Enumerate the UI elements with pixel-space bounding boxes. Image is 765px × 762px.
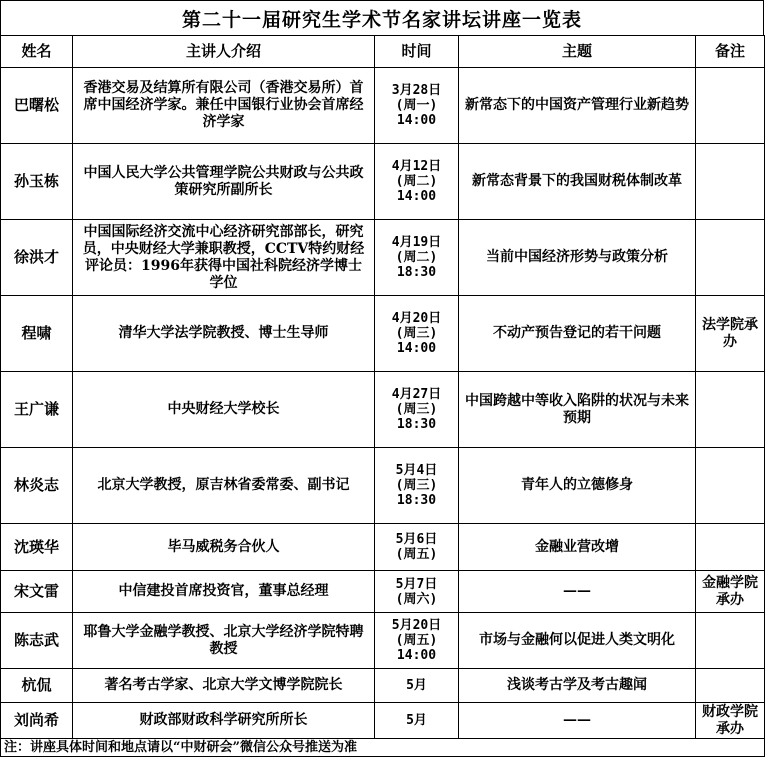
lecture-note: 金融学院承办 [696,571,765,613]
speaker-name: 程啸 [1,296,73,372]
lecture-time: 5月 [375,703,459,739]
speaker-intro: 清华大学法学院教授、博士生导师 [73,296,375,372]
lecture-topic: —— [459,703,696,739]
page-title: 第二十一届研究生学术节名家讲坛讲座一览表 [0,0,764,36]
speaker-name: 孙玉栋 [1,144,73,220]
lecture-table [0,35,765,757]
lecture-topic: 新常态背景下的我国财税体制改革 [459,144,696,220]
table-row [1,68,765,144]
speaker-name: 宋文雷 [1,571,73,613]
lecture-time: 4月20日 (周三) 14:00 [375,296,459,372]
header-name: 姓名 [1,36,73,68]
speaker-name: 刘尚希 [1,703,73,739]
lecture-note [696,669,765,703]
lecture-note [696,448,765,524]
header-row [1,36,765,68]
speaker-intro: 中央财经大学校长 [73,372,375,448]
speaker-intro: 著名考古学家、北京大学文博学院院长 [73,669,375,703]
lecture-note: 法学院承办 [696,296,765,372]
table-row [1,613,765,669]
lecture-note [696,220,765,296]
lecture-note [696,372,765,448]
table-row [1,144,765,220]
speaker-name: 沈瑛华 [1,524,73,571]
table-row [1,703,765,739]
lecture-time: 5月 [375,669,459,703]
lecture-note: 财政学院承办 [696,703,765,739]
speaker-name: 王广谦 [1,372,73,448]
speaker-intro: 中信建投首席投资官，董事总经理 [73,571,375,613]
lecture-time: 5月20日 (周五) 14:00 [375,613,459,669]
table-row [1,448,765,524]
table-row [1,296,765,372]
table-row [1,372,765,448]
header-topic: 主题 [459,36,696,68]
lecture-topic: 市场与金融何以促进人类文明化 [459,613,696,669]
speaker-name: 巴曙松 [1,68,73,144]
lecture-note [696,68,765,144]
table-row [1,524,765,571]
lecture-topic: —— [459,571,696,613]
lecture-topic: 中国跨越中等收入陷阱的状况与未来预期 [459,372,696,448]
lecture-time: 5月4日 (周三) 18:30 [375,448,459,524]
header-note: 备注 [696,36,765,68]
speaker-name: 陈志武 [1,613,73,669]
speaker-intro: 北京大学教授，原吉林省委常委、副书记 [73,448,375,524]
lecture-topic: 新常态下的中国资产管理行业新趋势 [459,68,696,144]
lecture-time: 4月27日 (周三) 18:30 [375,372,459,448]
table-row [1,669,765,703]
lecture-time: 5月6日 (周五) [375,524,459,571]
lecture-time: 3月28日 (周一) 14:00 [375,68,459,144]
footnote-row [1,739,765,757]
table-row [1,220,765,296]
speaker-intro: 毕马威税务合伙人 [73,524,375,571]
lecture-time: 4月12日 (周二) 14:00 [375,144,459,220]
speaker-intro: 财政部财政科学研究所所长 [73,703,375,739]
header-intro: 主讲人介绍 [73,36,375,68]
speaker-intro: 中国人民大学公共管理学院公共财政与公共政策研究所副所长 [73,144,375,220]
footnote: 注：讲座具体时间和地点请以“中财研会”微信公众号推送为准 [1,739,765,757]
lecture-topic: 青年人的立德修身 [459,448,696,524]
speaker-intro: 香港交易及结算所有限公司（香港交易所）首席中国经济学家。兼任中国银行业协会首席经济学家 [73,68,375,144]
lecture-note [696,524,765,571]
speaker-name: 徐洪才 [1,220,73,296]
lecture-time: 5月7日 (周六) [375,571,459,613]
lecture-topic: 金融业营改增 [459,524,696,571]
speaker-name: 杭侃 [1,669,73,703]
table-row [1,571,765,613]
speaker-name: 林炎志 [1,448,73,524]
lecture-time: 4月19日 (周二) 18:30 [375,220,459,296]
header-time: 时间 [375,36,459,68]
speaker-intro: 中国国际经济交流中心经济研究部部长，研究员，中央财经大学兼职教授，CCTV特约财经评论员：1996年获得中国社科院经济学博士学位 [73,220,375,296]
lecture-topic: 不动产预告登记的若干问题 [459,296,696,372]
lecture-topic: 浅谈考古学及考古趣闻 [459,669,696,703]
speaker-intro: 耶鲁大学金融学教授、北京大学经济学院特聘教授 [73,613,375,669]
lecture-note [696,144,765,220]
lecture-note [696,613,765,669]
lecture-topic: 当前中国经济形势与政策分析 [459,220,696,296]
